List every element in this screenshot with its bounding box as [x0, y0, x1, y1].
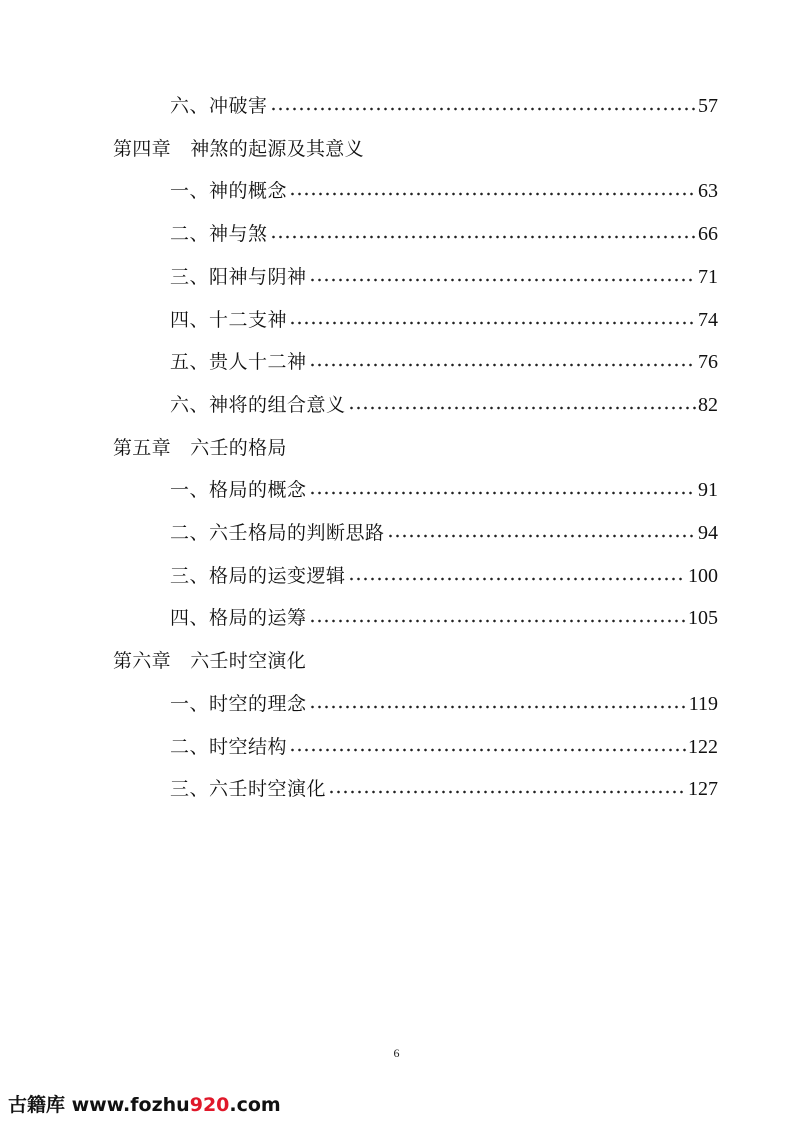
section-title: 五、贵人十二神 — [170, 351, 307, 374]
section-title: 一、格局的概念 — [170, 479, 307, 502]
toc-page-number: 76 — [698, 351, 718, 374]
toc-chapter-heading — [113, 430, 718, 460]
toc-page-number: 119 — [688, 692, 718, 715]
toc-entry — [170, 387, 718, 417]
toc-entry — [170, 173, 718, 203]
section-title: 二、时空结构 — [170, 735, 288, 758]
dot-leader — [289, 747, 686, 753]
dot-leader — [309, 362, 696, 368]
toc-entry — [170, 558, 718, 588]
chapter-title: 第六章 六壬时空演化 — [113, 650, 307, 673]
toc-page-number: 66 — [698, 223, 718, 246]
toc-page-number: 94 — [698, 522, 718, 544]
dot-leader — [328, 789, 686, 795]
toc-page-number: 57 — [698, 95, 718, 117]
toc-page-number: 91 — [698, 479, 718, 502]
toc-entry — [170, 729, 718, 759]
toc-entry — [170, 472, 718, 502]
toc-page-number: 122 — [688, 735, 718, 758]
chapter-title: 第四章 神煞的起源及其意义 — [113, 137, 364, 160]
toc-chapter-heading — [113, 131, 718, 161]
chapter-title: 第五章 六壬的格局 — [113, 436, 287, 459]
toc-entry — [170, 88, 718, 118]
dot-leader — [348, 576, 686, 582]
section-title: 六、冲破害 — [170, 95, 268, 117]
section-title: 二、六壬格局的判断思路 — [170, 522, 385, 544]
section-title: 一、神的概念 — [170, 180, 288, 203]
dot-leader — [309, 277, 696, 283]
dot-leader — [289, 320, 696, 326]
toc-page-number: 127 — [688, 778, 718, 801]
section-title: 一、时空的理念 — [170, 692, 307, 715]
toc-entry — [170, 302, 718, 332]
toc-page-number: 74 — [698, 308, 718, 331]
dot-leader — [309, 490, 696, 496]
toc-entry — [170, 686, 718, 716]
toc-entry — [170, 600, 718, 630]
section-title: 三、格局的运变逻辑 — [170, 564, 346, 587]
section-title: 三、六壬时空演化 — [170, 778, 327, 801]
toc-chapter-heading — [113, 643, 718, 673]
watermark-accent: 920 — [189, 1094, 230, 1116]
section-title: 四、格局的运筹 — [170, 607, 307, 630]
dot-leader — [348, 405, 696, 411]
watermark-suffix: .com — [229, 1094, 281, 1116]
section-title: 二、神与煞 — [170, 223, 268, 246]
toc-entry — [170, 771, 718, 801]
toc-entry — [170, 344, 718, 374]
site-watermark — [8, 1090, 281, 1117]
watermark-prefix: 古籍库 www.fozhu — [8, 1094, 190, 1116]
section-title: 四、十二支神 — [170, 308, 288, 331]
page-number: 6 — [393, 1046, 400, 1060]
section-title: 六、神将的组合意义 — [170, 393, 346, 416]
section-title: 三、阳神与阴神 — [170, 265, 307, 288]
toc-page-number: 82 — [698, 393, 718, 416]
dot-leader — [270, 234, 696, 240]
dot-leader — [309, 618, 686, 624]
toc-page-number: 100 — [688, 564, 718, 587]
toc-entry — [170, 216, 718, 246]
toc-page-number: 105 — [688, 607, 718, 630]
toc-page-number: 63 — [698, 180, 718, 203]
toc-page-number: 71 — [698, 265, 718, 288]
toc-entry — [170, 259, 718, 289]
dot-leader — [289, 191, 696, 197]
dot-leader — [387, 533, 696, 539]
dot-leader — [309, 704, 687, 710]
toc-entry — [170, 515, 718, 545]
dot-leader — [270, 106, 696, 112]
